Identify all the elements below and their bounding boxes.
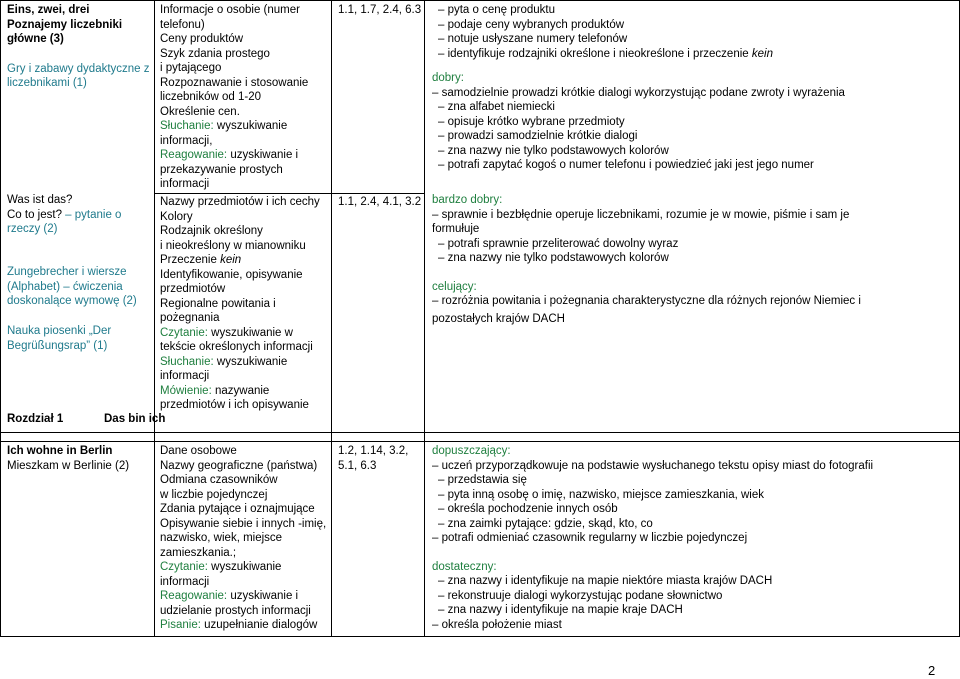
requirement-item: – zna nazwy i identyfikuje na mapie kraje DACH (432, 603, 957, 618)
rozdzial-label: Rozdział 1 (7, 413, 64, 425)
content-line: Identyfikowanie, opisywanie (160, 268, 303, 281)
col-divider-1 (154, 0, 155, 637)
grade-dopuszczajacy-label: dopuszczający: (432, 445, 511, 457)
table-row-divider-2 (0, 441, 960, 442)
unit-title-line: główne (3) (7, 33, 64, 45)
skill-text: tekście określonych informacji (160, 341, 313, 353)
skill-label: Mówienie: (160, 384, 212, 397)
requirement-item-cont: pozostałych krajów DACH (432, 312, 565, 325)
unit-subtitle-line: Mieszkam w Berlinie (2) (7, 459, 130, 472)
content-line: udzielanie prostych informacji (160, 604, 311, 617)
curriculum-ref-2: 1.1, 2.4, 4.1, 3.2 (338, 196, 422, 208)
content-line: w liczbie pojedynczej (160, 488, 268, 501)
nauka-block (7, 324, 152, 353)
requirement-item: – zna nazwy nie tylko podstawowych kolorów (432, 144, 957, 159)
content-line: Dane osobowe (160, 445, 237, 457)
requirement-item: – zna nazwy i identyfikuje na mapie niektóre miasta krajów DACH (432, 574, 957, 589)
kein-word: kein (751, 47, 773, 60)
zung-line: (Alphabet) – ćwiczenia (7, 280, 123, 293)
unit-title-line: Poznajemy liczebniki (7, 18, 123, 31)
requirement-item-cont: formułuje (432, 223, 480, 235)
requirement-item: – potrafi sprawnie przeliterować dowolny wyraz (432, 237, 957, 252)
skill-text: informacji (160, 370, 210, 382)
content-line: i pytającego (160, 62, 222, 74)
skill-label: Reagowanie: (160, 590, 228, 602)
skill-text: uzyskiwanie i (227, 149, 299, 161)
requirement-item: – sprawnie i bezbłędnie operuje liczebnikami, rozumie je w mowie, piśmie i sam je (432, 208, 957, 223)
bottom-col3 (338, 444, 423, 473)
content-line: wyszukiwanie (207, 561, 282, 573)
content-line: przedmiotów (160, 283, 226, 295)
table-row-divider (0, 432, 960, 433)
inner-divider-col2 (154, 193, 424, 194)
was-ist-das-line: Was ist das? (7, 194, 73, 206)
col1-top-cell (7, 3, 152, 91)
content-line: Nazwy przedmiotów i ich cechy (160, 196, 320, 208)
requirement-item: – rozróżnia powitania i pożegnania charakterystyczne dla różnych rejonów Niemiec i (432, 294, 957, 309)
skill-text: przedmiotów i ich opisywanie (160, 399, 309, 411)
requirement-item: – potrafi zapytać kogoś o numer telefonu i powiedzieć jaki jest jego numer (432, 158, 957, 173)
content-line: Kolory (160, 210, 193, 223)
content-line: nazwisko, wiek, miejsce (160, 532, 283, 544)
unit-title-line: Ich wohne in Berlin (7, 445, 113, 457)
content-line: przekazywanie prostych (160, 163, 283, 176)
pytanie-o: – pytanie o (61, 208, 122, 221)
was-ist-das-block (7, 193, 152, 237)
games-line: liczebnikami (1) (7, 77, 87, 89)
content-line: telefonu) (160, 18, 205, 31)
col2-block1 (160, 3, 330, 192)
bottom-col4 (432, 444, 957, 632)
page-number: 2 (928, 663, 936, 678)
content-line: informacji (160, 575, 210, 588)
skill-text: nazywanie (211, 384, 270, 397)
table-bottom-border (0, 636, 960, 637)
requirement-item: – zna zaimki pytające: gdzie, skąd, kto, co (432, 517, 957, 532)
grade-dostateczny-label: dostateczny: (432, 560, 497, 573)
content-line: Szyk zdania prostego (160, 47, 270, 60)
content-line: informacji (160, 178, 210, 190)
grade-bardzo-label: bardzo dobry: (432, 194, 503, 206)
requirement-item: – przedstawia się (432, 473, 957, 488)
curriculum-ref: 5.1, 6.3 (338, 459, 377, 472)
requirement-item: – zna nazwy nie tylko podstawowych kolorów (432, 251, 957, 266)
curriculum-ref: 1.2, 1.14, 3.2, (338, 445, 409, 457)
kein-word: kein (220, 254, 242, 266)
grade-celujacy-label: celujący: (432, 280, 477, 293)
requirement-item: – zna alfabet niemiecki (432, 100, 957, 115)
col-divider-3 (424, 0, 425, 637)
requirement-item: – pyta inną osobę o imię, nazwisko, miejsce zamieszkania, wiek (432, 488, 957, 503)
content-line: informacji, (160, 134, 213, 147)
requirement-item: – podaje ceny wybranych produktów (432, 18, 957, 33)
content-line: Informacje o osobie (numer (160, 4, 300, 16)
content-line: Ceny produktów (160, 33, 244, 45)
requirement-item: identyfikuje rodzajniki określone i nieokreślone i przeczenie (447, 47, 752, 60)
table-top-border (0, 0, 960, 1)
content-line: Zdania pytające i oznajmujące (160, 503, 315, 515)
skill-text: wyszukiwanie (213, 355, 288, 368)
requirement-item: – określa położenie miast (432, 618, 957, 633)
requirement-item: – pyta o cenę produktu (432, 3, 957, 18)
requirements-top-2 (432, 193, 957, 326)
zungebrecher-block (7, 265, 152, 309)
bottom-col1 (7, 444, 152, 473)
skill-label: Reagowanie: (160, 149, 228, 161)
content-line: Nazwy geograficzne (państwa) (160, 459, 318, 472)
skill-label: Czytanie: (160, 561, 208, 573)
content-line: Odmiana czasowników (160, 474, 278, 486)
content-line: Rozpoznawanie i stosowanie (160, 76, 309, 89)
nauka-line: Nauka piosenki „Der (7, 325, 112, 337)
grade-dobry-label: dobry: (432, 72, 464, 84)
zung-line: doskonalące wymowę (2) (7, 295, 137, 307)
content-line: liczebników od 1-20 (160, 91, 262, 103)
content-line: zamieszkania.; (160, 546, 237, 559)
skill-label: Słuchanie: (160, 120, 214, 132)
das-bin-ich-label: Das bin ich (104, 413, 166, 425)
requirement-item: – notuje usłyszane numery telefonów (432, 32, 957, 47)
skill-label: Czytanie: (160, 326, 208, 339)
requirement-item: – uczeń przyporządkowuje na podstawie wysłuchanego tekstu opisy miast do fotografii (432, 459, 957, 474)
table-left-border (0, 0, 1, 637)
requirement-item: – rekonstruuje dialogi wykorzystując podane słownictwo (432, 589, 957, 604)
requirement-item: – potrafi odmieniać czasownik regularny w liczbie pojedynczej (432, 531, 957, 546)
nauka-line: Begrüßungsrap” (1) (7, 339, 108, 352)
skill-label: Pisanie: (160, 619, 201, 631)
requirement-item: – prowadzi samodzielnie krótkie dialogi (432, 129, 957, 144)
col2-block2 (160, 195, 330, 413)
rzeczy-line: rzeczy (2) (7, 223, 58, 235)
col-divider-2 (331, 0, 332, 637)
zung-line: Zungebrecher i wiersze (7, 266, 127, 278)
content-line: uzyskiwanie i (227, 590, 299, 602)
skill-text: wyszukiwanie (213, 120, 288, 132)
content-line: Rodzajnik określony (160, 225, 263, 237)
requirements-top (432, 3, 957, 173)
games-line: Gry i zabawy dydaktyczne z (7, 62, 150, 75)
content-line: Przeczenie (160, 254, 221, 266)
co-to-jest: Co to jest? (7, 208, 62, 221)
skill-label: Słuchanie: (160, 355, 214, 368)
content-line: Opisywanie siebie i innych -imię, (160, 517, 327, 530)
content-line: uzupełnianie dialogów (200, 619, 318, 631)
curriculum-ref-1: 1.1, 1.7, 2.4, 6.3 (338, 4, 422, 16)
content-line: Regionalne powitania i (160, 297, 276, 310)
requirement-item: – opisuje krótko wybrane przedmioty (432, 115, 957, 130)
content-line: Określenie cen. (160, 105, 240, 118)
unit-title-line: Eins, zwei, drei (7, 4, 90, 16)
requirement-item: – określa pochodzenie innych osób (432, 502, 957, 517)
content-line: pożegnania (160, 312, 220, 324)
skill-text: wyszukiwanie w (207, 326, 293, 339)
content-line: i nieokreślony w mianowniku (160, 239, 306, 252)
requirement-item: – samodzielnie prowadzi krótkie dialogi wykorzystując podane zwroty i wyrażenia (432, 86, 957, 101)
bottom-col2 (160, 444, 330, 633)
